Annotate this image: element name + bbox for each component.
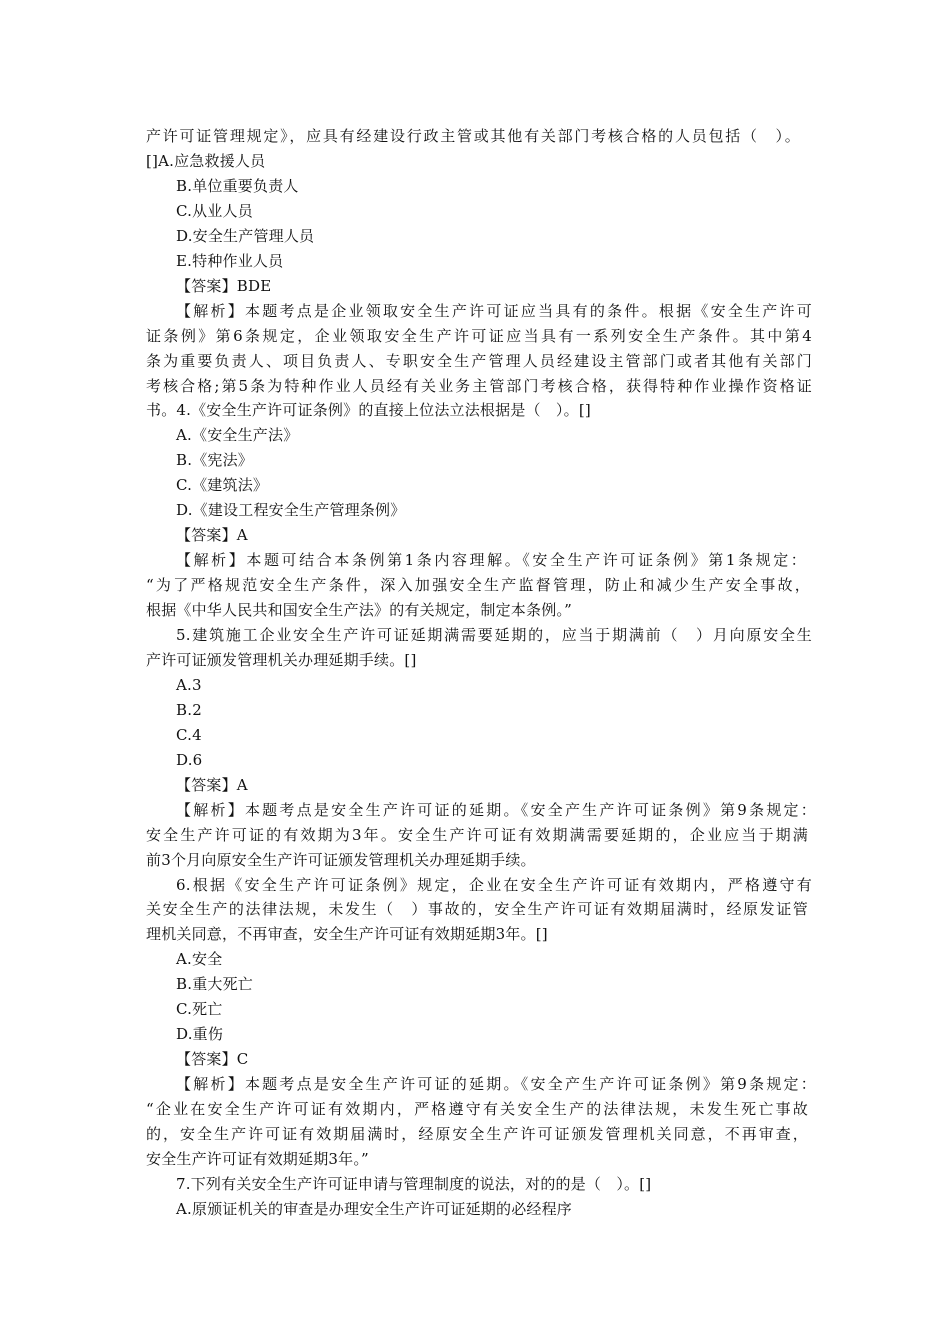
text-line: A.原颁证机关的审查是办理安全生产许可证延期的必经程序	[176, 1199, 573, 1218]
text-line: E.特种作业人员	[176, 251, 284, 270]
text-line: “企业在安全生产许可证有效期内，严格遵守有关安全生产的法律法规，未发生死亡事故	[146, 1100, 808, 1119]
text-line: []A.应急救援人员	[146, 151, 266, 170]
text-line: C.4	[176, 725, 202, 744]
text-line: 前3个月向原安全生产许可证颁发管理机关办理延期手续。	[146, 850, 536, 869]
text-line: 证条例》第6条规定，企业领取安全生产许可证应当具有一系列安全生产条件。其中第4	[146, 326, 812, 345]
text-line: A.3	[176, 675, 202, 694]
text-line: C.《建筑法》	[176, 476, 269, 495]
text-line: 根据《中华人民共和国安全生产法》的有关规定，制定本条例。”	[146, 601, 572, 620]
text-line: 安全生产许可证有效期延期3年。”	[146, 1149, 369, 1168]
text-line: D.重伤	[176, 1025, 224, 1044]
text-line: 考核合格;第5条为特种作业人员经有关业务主管部门考核合格，获得特种作业操作资格证	[146, 376, 812, 395]
text-line: 7.下列有关安全生产许可证申请与管理制度的说法，对的的是（ ）。[]	[176, 1174, 652, 1193]
text-line: C.死亡	[176, 1000, 223, 1019]
text-line: D.6	[176, 750, 203, 769]
text-line: 安全生产许可证的有效期为3年。安全生产许可证有效期满需要延期的，企业应当于期满	[146, 825, 808, 844]
text-line: 产许可证管理规定》，应具有经建设行政主管或其他有关部门考核合格的人员包括（ ）。	[146, 127, 800, 145]
text-line: 【解析】本题考点是安全生产许可证的延期。《安全产生产许可证条例》第9条规定：	[176, 800, 816, 819]
text-line: B.2	[176, 700, 202, 719]
text-line: D.安全生产管理人员	[176, 226, 315, 245]
text-line: “为了严格规范安全生产条件，深入加强安全生产监督管理，防止和减少生产安全事故，	[146, 576, 810, 595]
text-line: D.《建设工程安全生产管理条例》	[176, 501, 406, 520]
text-line: 【答案】C	[176, 1050, 249, 1069]
text-line: 5.建筑施工企业安全生产许可证延期满需要延期的，应当于期满前（ ）月向原安全生	[176, 626, 812, 644]
text-line: 的，安全生产许可证有效期届满时，经原安全生产许可证颁发管理机关同意，不再审查，	[146, 1125, 808, 1143]
text-line: 【解析】本题可结合本条例第1条内容理解。《安全生产许可证条例》第1条规定：	[176, 551, 806, 570]
text-line: 6.根据《安全生产许可证条例》规定，企业在安全生产许可证有效期内，严格遵守有	[176, 875, 812, 894]
text-line: 【解析】本题考点是安全生产许可证的延期。《安全产生产许可证条例》第9条规定：	[176, 1075, 816, 1094]
text-line: A.《安全生产法》	[176, 426, 299, 445]
text-line: 【答案】A	[176, 775, 248, 794]
text-line: 理机关同意，不再审查，安全生产许可证有效期延期3年。[]	[146, 925, 548, 944]
text-line: 条为重要负责人、项目负责人、专职安全生产管理人员经建设主管部门或者其他有关部门	[146, 351, 812, 370]
text-line: 【答案】A	[176, 526, 248, 545]
text-line: 书。4.《安全生产许可证条例》的直接上位法立法根据是（ ）。[]	[146, 401, 591, 420]
text-line: 产许可证颁发管理机关办理延期手续。[]	[146, 650, 417, 669]
text-line: 【答案】BDE	[176, 276, 272, 295]
text-line: C.从业人员	[176, 201, 253, 220]
text-line: 【解析】本题考点是企业领取安全生产许可证应当具有的条件。根据《安全生产许可	[176, 301, 812, 320]
text-line: A.安全	[176, 950, 223, 969]
text-line: B.单位重要负责人	[176, 176, 299, 195]
text-line: 关安全生产的法律法规，未发生（ ）事故的，安全生产许可证有效期届满时，经原发证管	[146, 900, 808, 919]
text-line: B.《宪法》	[176, 451, 253, 470]
text-line: B.重大死亡	[176, 975, 253, 994]
